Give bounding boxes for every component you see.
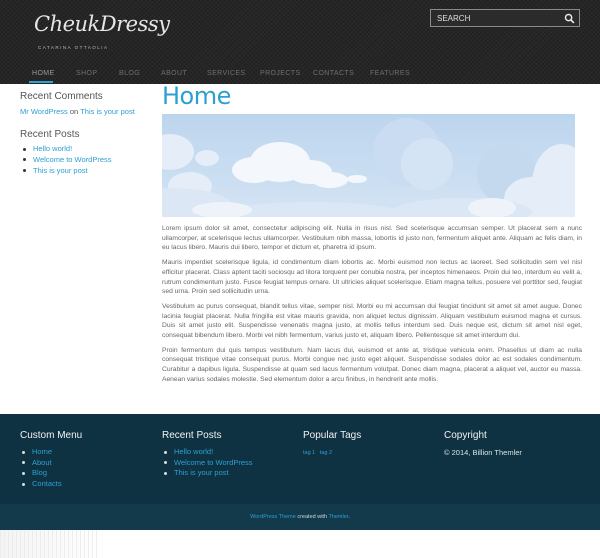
content-paragraph: Lorem ipsum dolor sit amet, consectetur adipiscing elit. Nulla in risus nisl. Sed scelerisque accumsan semper. Ut placerat sem a nunc ullamcorper, at scelerisque lectus ullamcorper. Vestibulum nibh massa, lobortis id justo non, fermentum aliquet ante. Aliquam ac felis diam, in eu lacus libero. Mauris dui libero, tempor et dictum et, pharetra id ipsum. <box>162 225 582 252</box>
footer-popular-tags <box>303 430 361 456</box>
sidebar-post-link[interactable]: Welcome to WordPress <box>20 155 155 166</box>
footer-copyright-title: Copyright <box>444 430 487 441</box>
content-paragraph: Proin fermentum dui quis tempus vestibulum. Nam lacus dui, euismod et ante at, tristique vehicula enim. Phasellus ut diam ac nulla consequat tristique vitae consequat purus. Morbi congue nec justo eget aliquet. Suspendisse sodales dolor ac est sodales condimentum. Curabitur a dapibus ligula. Suspendisse at quam sed lacus fermentum volutpat. Donec diam magna, placerat a aliquet vel, auctor eu massa. Aenean varius sodales molestie. Sed elementum dolor a arcu finibus, in hendrerit ante mollis. <box>162 346 582 383</box>
nav-item-about[interactable]: ABOUT <box>161 70 188 77</box>
credits-period: . <box>348 514 350 520</box>
search-input[interactable] <box>431 10 561 26</box>
tag-link[interactable]: tag 1 <box>303 450 316 456</box>
footer-post-link[interactable]: Hello world! <box>162 447 253 458</box>
credits-text: created with <box>297 514 327 520</box>
nav-item-projects[interactable]: PROJECTS <box>260 70 301 77</box>
content-paragraph: Mauris imperdiet scelerisque ligula, id condimentum diam lobortis ac. Morbi euismod non lectus ac laoreet. Sed sollicitudin sem vel nisl efficitur placerat. Class aptent taciti sociosqu ad litora torquent per conubia nostra, per inceptos himenaeos. Proin dui leo, interdum eu velit a, rutrum condimentum justo. Fusce feugiat tempus ornare. Ut ultricies aliquet scelerisque. Etiam magna tellus, posuere vel porttitor sed, feugiat sed urna. Proin sed sollicitudin urna. <box>162 259 582 296</box>
search-icon[interactable] <box>564 13 575 24</box>
site-header <box>0 0 600 84</box>
comment-on-text: on <box>69 107 79 116</box>
comment-post-link[interactable]: This is your post <box>80 107 135 116</box>
bottom-credits-bar <box>0 504 600 530</box>
footer-copyright <box>444 430 522 457</box>
footer-post-link[interactable]: This is your post <box>162 468 253 479</box>
nav-active-indicator <box>29 81 53 83</box>
comment-author-link[interactable]: Mr WordPress <box>20 107 68 116</box>
nav-item-blog[interactable]: BLOG <box>119 70 141 77</box>
page-title: Home <box>162 82 231 110</box>
logo-name: CheukDressy <box>34 12 170 36</box>
themler-link[interactable]: Themler <box>328 514 349 520</box>
nav-item-features[interactable]: FEATURES <box>370 70 411 77</box>
nav-item-contacts[interactable]: CONTACTS <box>313 70 355 77</box>
footer-menu-item-home[interactable]: Home <box>20 447 82 458</box>
recent-posts-list <box>20 144 155 176</box>
recent-posts-title: Recent Posts <box>20 129 80 140</box>
sidebar-post-link[interactable]: Hello world! <box>20 144 155 155</box>
nav-item-home[interactable]: HOME <box>32 70 55 77</box>
footer-menu-item-contacts[interactable]: Contacts <box>20 479 82 490</box>
sidebar-post-link[interactable]: This is your post <box>20 166 155 177</box>
footer-custom-menu-title: Custom Menu <box>20 430 83 441</box>
page-bottom-strip <box>0 530 600 558</box>
hero-clouds-image <box>162 114 575 217</box>
footer-recent-posts <box>162 430 253 479</box>
wordpress-theme-link[interactable]: WordPress Theme <box>250 514 296 520</box>
decorative-stripes <box>0 530 100 558</box>
footer-custom-menu <box>20 430 82 490</box>
search-box <box>430 9 580 27</box>
site-footer <box>0 414 600 504</box>
copyright-text: © 2014, Billion Themler <box>444 448 522 457</box>
footer-post-link[interactable]: Welcome to WordPress <box>162 458 253 469</box>
footer-popular-tags-title: Popular Tags <box>303 430 362 441</box>
content-paragraph: Vestibulum ac purus consequat, blandit tellus vitae, semper nisl. Morbi eu mi accumsan dui feugiat tincidunt sit amet sit amet augue. Donec lacinia feugiat placerat. Nulla fringilla est vitae mauris gravida, non aliquet lectus dignissim. Aliquam vestibulum euismod magna et cursus. Duis sit amet justo elit. Suspendisse venenatis magna justo, at mollis tellus interdum sed. Duis neque est, dictum sit amet nisl eget, consequat bibendum libero. Morbi vel nibh fermentum, varius justo et, aliquam libero. Pellentesque sit amet interdum dui. <box>162 302 582 340</box>
page-content <box>162 224 582 390</box>
tag-link[interactable]: tag 2 <box>319 450 332 456</box>
footer-recent-posts-title: Recent Posts <box>162 430 222 441</box>
sidebar <box>20 91 155 176</box>
nav-item-shop[interactable]: SHOP <box>76 70 98 77</box>
footer-menu-item-blog[interactable]: Blog <box>20 468 82 479</box>
recent-comment <box>20 107 155 117</box>
recent-comments-title: Recent Comments <box>20 91 103 102</box>
nav-item-services[interactable]: SERVICES <box>207 70 246 77</box>
site-logo[interactable] <box>34 12 170 56</box>
footer-menu-item-about[interactable]: About <box>20 458 82 469</box>
logo-tagline: CATARINA OTTAOLIA <box>38 45 109 50</box>
